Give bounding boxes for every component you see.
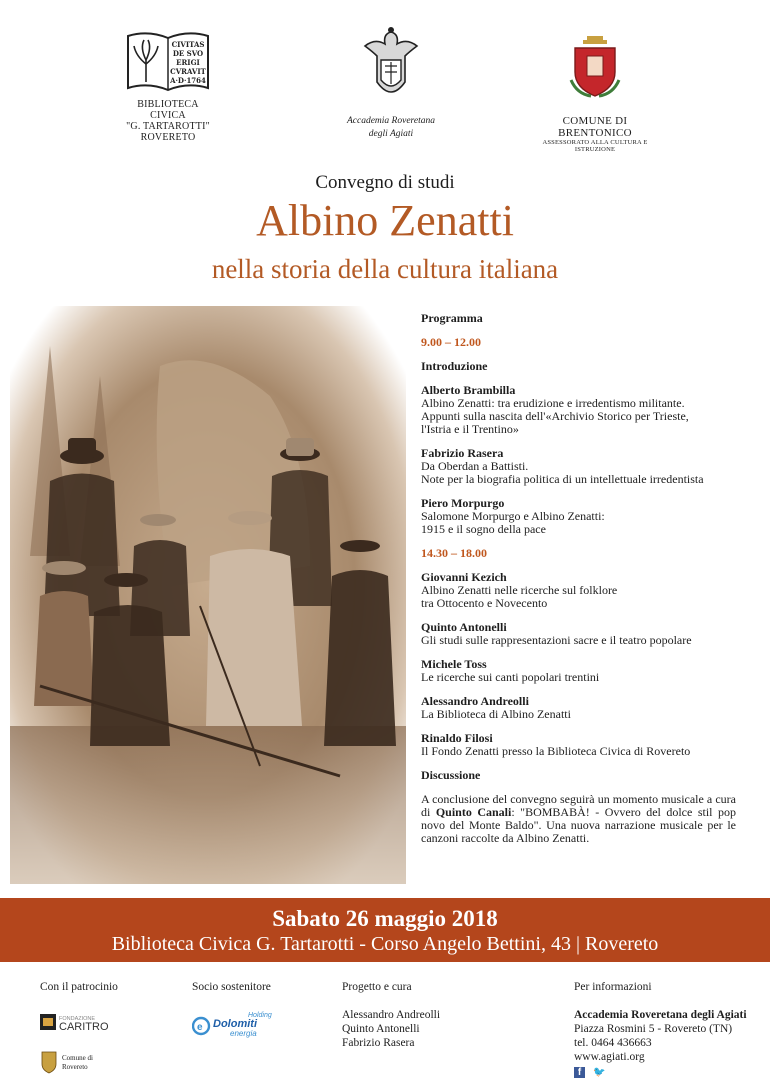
talk-item — [421, 384, 736, 436]
talk-item — [421, 571, 736, 610]
closing-text: A conclusione del convegno seguirà un momento musicale a cura di — [421, 792, 736, 819]
biblioteca-caption — [122, 99, 214, 143]
info-website[interactable]: www.agiati.org — [574, 1051, 645, 1063]
info-phone: tel. 0464 436663 — [574, 1037, 652, 1049]
comune-shield-icon — [569, 36, 621, 98]
event-place: Biblioteca Civica G. Tartarotti - Corso Angelo Bettini, 43 | Rovereto — [111, 933, 659, 955]
motto-line: ERIGI — [176, 58, 200, 67]
speaker-name: Alberto Brambilla — [421, 383, 516, 397]
facebook-icon[interactable]: f — [574, 1067, 585, 1078]
footer — [0, 980, 770, 1087]
comune-rovereto-logo — [40, 1050, 120, 1074]
patronage-column — [40, 980, 170, 1071]
closing-note — [421, 793, 736, 845]
talk-title: 1915 e il sogno della pace — [421, 522, 546, 536]
motto-line: DE SVO — [172, 49, 204, 58]
info-column — [574, 980, 764, 1078]
caption-line: ROVERETO — [140, 132, 196, 143]
morning-time: 9.00 – 12.00 — [421, 335, 481, 349]
talk-title: l'Istria e il Trentino» — [421, 422, 519, 436]
event-banner — [0, 898, 770, 962]
project-names — [342, 1008, 502, 1050]
info-label: Per informazioni — [574, 981, 652, 993]
logo-row — [0, 22, 770, 153]
program-panel — [421, 312, 736, 845]
talk-title: tra Ottocento e Novecento — [421, 596, 548, 610]
dolomiti-sub: energia — [230, 1029, 257, 1038]
eagle-emblem-icon — [359, 26, 423, 108]
talk-title: Note per la biografia politica di un intellettuale irredentista — [421, 472, 704, 486]
accademia-logo — [332, 26, 450, 141]
info-organization: Accademia Roveretana degli Agiati — [574, 1009, 747, 1021]
motto-line: CIVITAS — [171, 40, 205, 49]
talk-title: Il Fondo Zenatti presso la Biblioteca Civica di Rovereto — [421, 744, 691, 758]
caption-line: "G. TARTAROTTI" — [126, 121, 210, 132]
comune-small-line: Rovereto — [62, 1063, 88, 1071]
talk-item — [421, 497, 736, 536]
comune-subcaption: ASSESSORATO ALLA CULTURA E ISTRUZIONE — [542, 139, 648, 153]
sponsor-column — [192, 980, 322, 1038]
afternoon-time: 14.30 – 18.00 — [421, 546, 487, 560]
social-links — [574, 1067, 764, 1078]
speaker-name: Piero Morpurgo — [421, 496, 505, 510]
caritro-small-text: FONDAZIONE — [59, 1016, 96, 1022]
historical-group-photo — [10, 306, 406, 884]
comune-caption: COMUNE DI BRENTONICO — [558, 115, 632, 139]
talk-title: Le ricerche sui canti popolari trentini — [421, 670, 600, 684]
comune-small-line: Comune di — [62, 1054, 93, 1062]
convegno-label: Convegno di studi — [315, 172, 455, 193]
page-subtitle: nella storia della cultura italiana — [211, 254, 559, 284]
program-heading: Programma — [421, 311, 483, 325]
motto-line: CVRAVIT — [170, 67, 206, 76]
svg-text:e: e — [197, 1022, 203, 1033]
caption-line: degli Agiati — [368, 129, 414, 139]
curator-name: Quinto Antonelli — [342, 1023, 420, 1035]
caritro-logo — [40, 1010, 140, 1034]
curator-name: Alessandro Andreolli — [342, 1009, 441, 1021]
speaker-name: Alessandro Andreolli — [421, 694, 529, 708]
project-label: Progetto e cura — [342, 981, 412, 993]
comune-logo — [530, 36, 660, 153]
speaker-name: Giovanni Kezich — [421, 570, 507, 584]
talk-title: Gli studi sulle rappresentazioni sacre e il teatro popolare — [421, 633, 692, 647]
talk-title: Albino Zenatti: tra erudizione e irredentismo militante. — [421, 396, 685, 410]
talk-item — [421, 658, 736, 684]
intro-label: Introduzione — [421, 359, 488, 373]
accademia-caption — [332, 115, 450, 141]
twitter-icon[interactable]: 🐦 — [593, 1067, 606, 1078]
talk-title: Salomone Morpurgo e Albino Zenatti: — [421, 509, 605, 523]
motto-line: A·D·1764 — [170, 76, 206, 85]
talk-item — [421, 447, 736, 486]
page-title: Albino Zenatti — [256, 196, 514, 245]
info-address: Piazza Rosmini 5 - Rovereto (TN) — [574, 1023, 733, 1035]
caption-line: BIBLIOTECA CIVICA — [137, 99, 199, 121]
sponsor-label: Socio sostenitore — [192, 981, 271, 993]
talk-item — [421, 695, 736, 721]
talk-title: Da Oberdan a Battisti. — [421, 459, 529, 473]
talk-item — [421, 732, 736, 758]
closing-text: : "BOMBABÀ! - Ovvero del dolce stil pop novo del Monte Baldo". Una nuova narrazione musicale per le canzoni raccolte da Albino Zenatti. — [421, 805, 736, 845]
performer-name: Quinto Canali — [435, 805, 512, 819]
dolomiti-top: Holding — [248, 1012, 272, 1019]
talk-title: Appunti sulla nascita dell'«Archivio Storico per Trieste, — [421, 409, 689, 423]
project-column — [342, 980, 502, 1050]
speaker-name: Rinaldo Filosi — [421, 731, 493, 745]
talk-item — [421, 621, 736, 647]
curator-name: Fabrizio Rasera — [342, 1037, 415, 1049]
speaker-name: Fabrizio Rasera — [421, 446, 504, 460]
caritro-text: CARITRO — [59, 1021, 109, 1033]
caption-line: Accademia Roveretana — [346, 116, 435, 126]
open-book-icon — [126, 30, 210, 94]
dolomiti-energia-logo — [192, 1008, 292, 1040]
speaker-name: Quinto Antonelli — [421, 620, 507, 634]
patronage-label: Con il patrocinio — [40, 981, 118, 993]
dolomiti-brand: Dolomiti — [213, 1018, 257, 1030]
biblioteca-logo — [122, 30, 214, 143]
discussion-label: Discussione — [421, 768, 481, 782]
speaker-name: Michele Toss — [421, 657, 487, 671]
event-date: Sabato 26 maggio 2018 — [272, 906, 498, 931]
talk-title: La Biblioteca di Albino Zenatti — [421, 707, 571, 721]
talk-title: Albino Zenatti nelle ricerche sul folklore — [421, 583, 618, 597]
